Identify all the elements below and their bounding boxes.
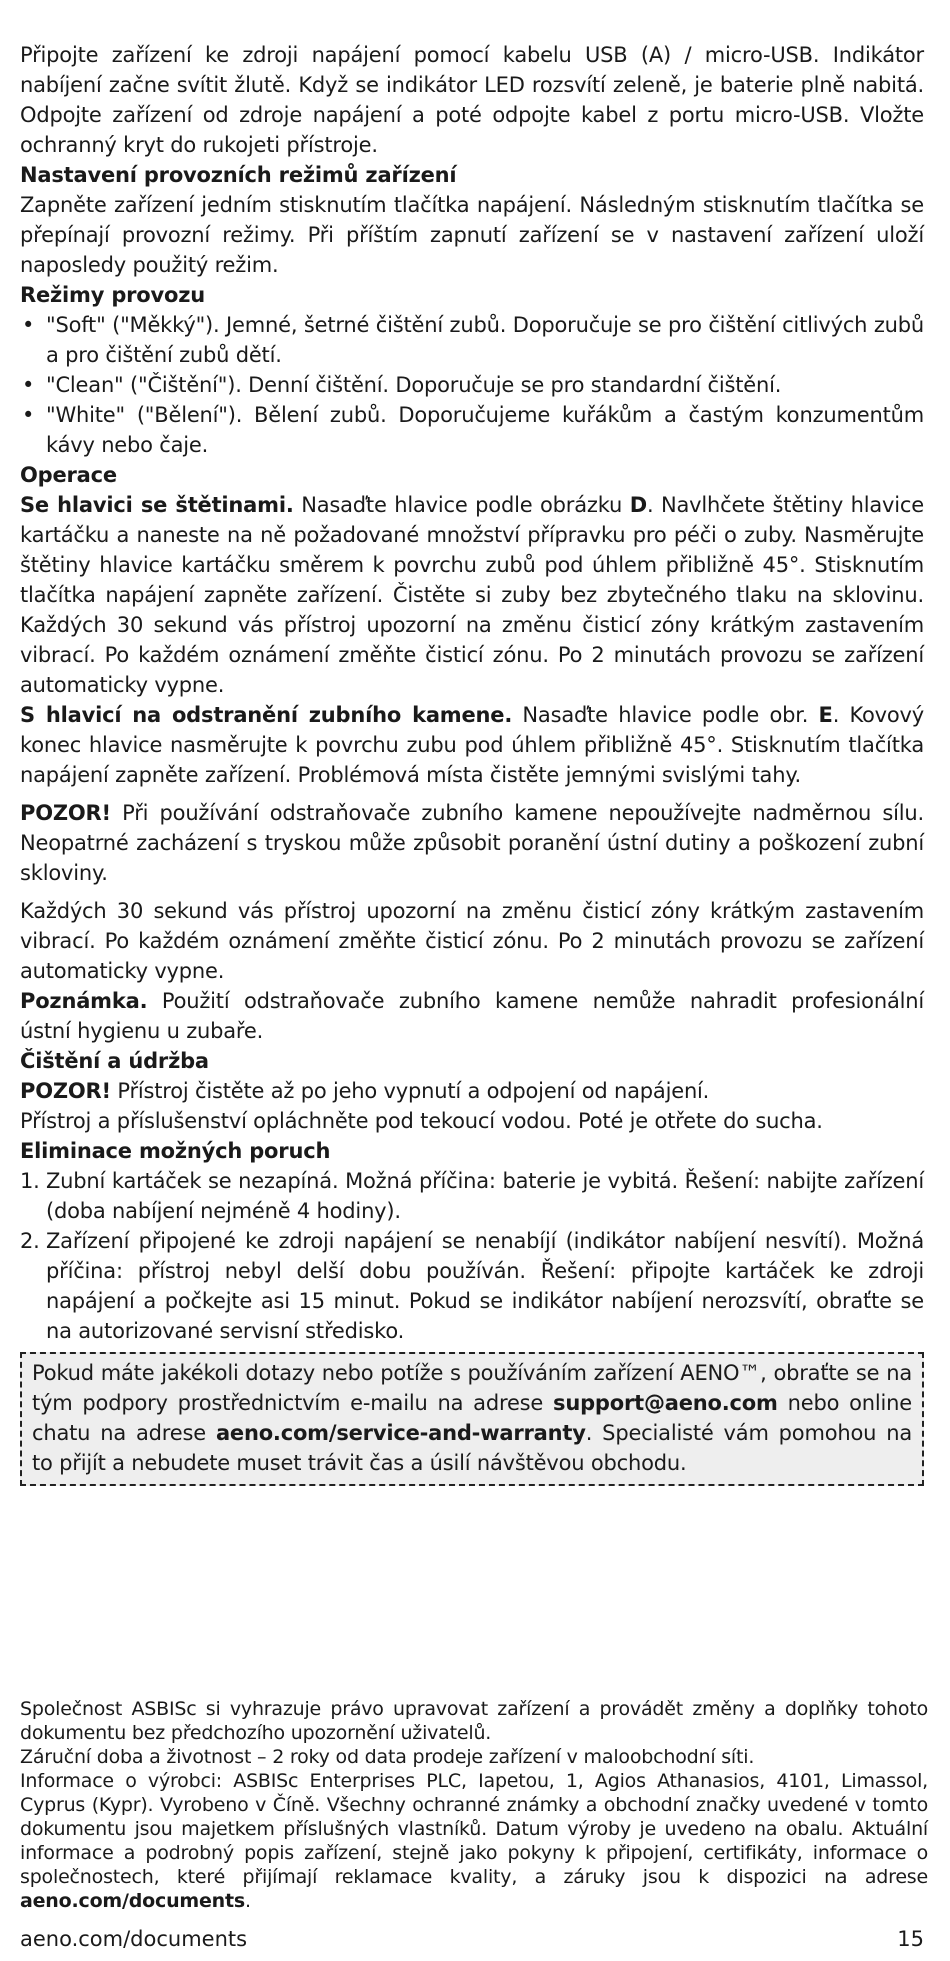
troubleshooting-item: [20, 1226, 924, 1346]
scaler-head-lead: S hlavicí na odstranění zubního kamene.: [20, 703, 513, 727]
cleaning-warning-text: Přístroj čistěte až po jeho vypnutí a odpojení od napájení.: [110, 1079, 710, 1103]
interval-paragraph: Každých 30 sekund vás přístroj upozorní na změnu čisticí zóny krátkým zastavením vibrací. Po každém oznámení změňte čisticí zónu. Po 2 minutách provozu se zařízení automaticky vypne.: [20, 899, 924, 983]
note-lead: Poznámka.: [20, 989, 148, 1013]
legal-paragraph-rights: Společnost ASBISc si vyhrazuje právo upravovat zařízení a provádět změny a doplňky tohoto dokumentu bez předchozího upozornění uživatelů.: [20, 1698, 928, 1744]
troubleshooting-heading: Eliminace možných poruch: [20, 1139, 331, 1163]
cleaning-paragraph: Přístroj a příslušenství opláchněte pod tekoucí vodou. Poté je otřete do sucha.: [20, 1109, 823, 1133]
note-text: Použití odstraňovače zubního kamene nemůže nahradit profesionální ústní hygienu u zubaře.: [20, 989, 924, 1043]
support-email-link[interactable]: support@aeno.com: [553, 1391, 778, 1415]
troubleshooting-item: [20, 1166, 924, 1226]
brush-head-lead: Se hlavici se štětinami.: [20, 493, 294, 517]
mode-item-soft: • "Soft" ("Měkký"). Jemné, šetrné čištění zubů. Doporučuje se pro čištění citlivých zubů a pro čištění zubů dětí.: [20, 310, 924, 370]
figure-ref-d: D: [629, 493, 647, 517]
manual-page-content: [20, 40, 924, 1486]
mode-item-white: • "White" ("Bělení"). Bělení zubů. Doporučujeme kuřákům a častým konzumentům kávy nebo čaje.: [20, 400, 924, 460]
support-notice-box: [20, 1352, 924, 1486]
modes-heading: Režimy provozu: [20, 283, 206, 307]
legal-paragraph-warranty: Záruční doba a životnost – 2 roky od data prodeje zařízení v maloobchodní síti.: [20, 1746, 755, 1768]
support-text-1: Pokud máte jakékoli dotazy nebo potíže s používáním zařízení AENO™, obraťte se na tým podpory prostřednictvím e-mailu na adrese: [32, 1361, 912, 1415]
page-number: 15: [897, 1927, 924, 1951]
scaler-head-text-1: Nasaďte hlavice podle obr.: [512, 703, 819, 727]
charging-paragraph: Připojte zařízení ke zdroji napájení pomocí kabelu USB (A) / micro-USB. Indikátor nabíjení začne svítit žlutě. Když se indikátor LED rozsvítí zeleně, je baterie plně nabitá. Odpojte zařízení od zdroje napájení a poté odpojte kabel z portu micro-USB. Vložte ochranný kryt do rukojeti přístroje.: [20, 43, 924, 157]
manufacturer-text-end: .: [245, 1890, 251, 1912]
note-paragraph: [20, 986, 924, 1046]
scaler-warning-text: Při používání odstraňovače zubního kamene nepoužívejte nadměrnou sílu. Neopatrné zacházení s tryskou může způsobit poranění ústní dutiny a poškození zubní skloviny.: [20, 801, 924, 885]
scaler-warning-lead: POZOR!: [20, 801, 111, 825]
brush-head-text-1: Nasaďte hlavice podle obrázku: [293, 493, 630, 517]
legal-paragraph-manufacturer: [20, 1769, 928, 1913]
manufacturer-text: Informace o výrobci: ASBISc Enterprises PLC, Iapetou, 1, Agios Athanasios, 4101, Limassol, Cyprus (Kypr). Vyrobeno v Číně. Všechny ochranné známky a obchodní značky uvedené v tomto dokumentu jsou majetkem příslušných vlastníků. Datum výroby je uvedeno na obalu. Aktuální informace a podrobný popis zařízení, stejně jako pokyny k připojení, certifikáty, informace o společnostech, které přijímají reklamace kvality, a záruky jsou k dispozici na adrese: [20, 1770, 928, 1888]
legal-footer: [20, 1697, 928, 1913]
cleaning-warning-lead: POZOR!: [20, 1079, 111, 1103]
scaler-head-paragraph: [20, 700, 924, 790]
page-footer: [20, 1926, 924, 1952]
item-number: 2.: [20, 1229, 40, 1253]
figure-ref-e: E: [818, 703, 833, 727]
service-warranty-link[interactable]: aeno.com/service-and-warranty: [215, 1421, 586, 1445]
modes-setup-paragraph: Zapněte zařízení jedním stisknutím tlačítka napájení. Následným stisknutím tlačítka se přepínají provozní režimy. Při příštím zapnutí zařízení se v nastavení zařízení uloží naposledy použitý režim.: [20, 193, 924, 277]
cleaning-warning-paragraph: [20, 1076, 924, 1106]
item-text: Zubní kartáček se nezapíná. Možná příčina: baterie je vybitá. Řešení: nabijte zařízení (doba nabíjení nejméně 4 hodiny).: [46, 1169, 924, 1223]
support-text-3: . Specialisté vám pomohou na to přijít a nebudete muset trávit čas a úsilí návštěvou obchodu.: [32, 1421, 912, 1475]
troubleshooting-list: [20, 1166, 924, 1346]
brush-head-paragraph: [20, 490, 924, 700]
support-text-2: nebo online chatu na adrese: [32, 1391, 912, 1445]
footer-url: aeno.com/documents: [20, 1927, 248, 1951]
operation-heading: Operace: [20, 463, 117, 487]
scaler-warning-paragraph: [20, 798, 924, 888]
documents-link[interactable]: aeno.com/documents: [20, 1890, 246, 1912]
scaler-head-text-2: . Kovový konec hlavice nasměrujte k povrchu zubu pod úhlem přibližně 45°. Stisknutím tlačítka napájení zapněte zařízení. Problémová místa čistěte jemnými svislými tahy.: [20, 703, 925, 787]
brush-head-text-2: . Navlhčete štětiny hlavice kartáčku a naneste na ně požadované množství přípravku pro péči o zuby. Nasměrujte štětiny hlavice kartáčku směrem k povrchu zubů pod úhlem přibližně 45°. Stisknutím tlačítka napájení zapněte zařízení. Čistěte si zuby bez zbytečného tlaku na sklovinu. Každých 30 sekund vás přístroj upozorní na změnu čisticí zóny krátkým zastavením vibrací. Po každém oznámení změňte čisticí zónu. Po 2 minutách provozu se zařízení automaticky vypne.: [20, 493, 924, 697]
modes-setup-heading: Nastavení provozních režimů zařízení: [20, 163, 457, 187]
modes-list: [20, 310, 924, 460]
mode-item-clean: • "Clean" ("Čištění"). Denní čištění. Doporučuje se pro standardní čištění.: [20, 370, 924, 400]
cleaning-heading: Čištění a údržba: [20, 1049, 209, 1073]
item-number: 1.: [20, 1169, 40, 1193]
item-text: Zařízení připojené ke zdroji napájení se nenabíjí (indikátor nabíjení nesvítí). Možná příčina: přístroj nebyl delší dobu používán. Řešení: připojte kartáček ke zdroji napájení a počkejte asi 15 minut. Pokud se indikátor nabíjení nerozsvítí, obraťte se na autorizované servisní středisko.: [46, 1229, 924, 1343]
